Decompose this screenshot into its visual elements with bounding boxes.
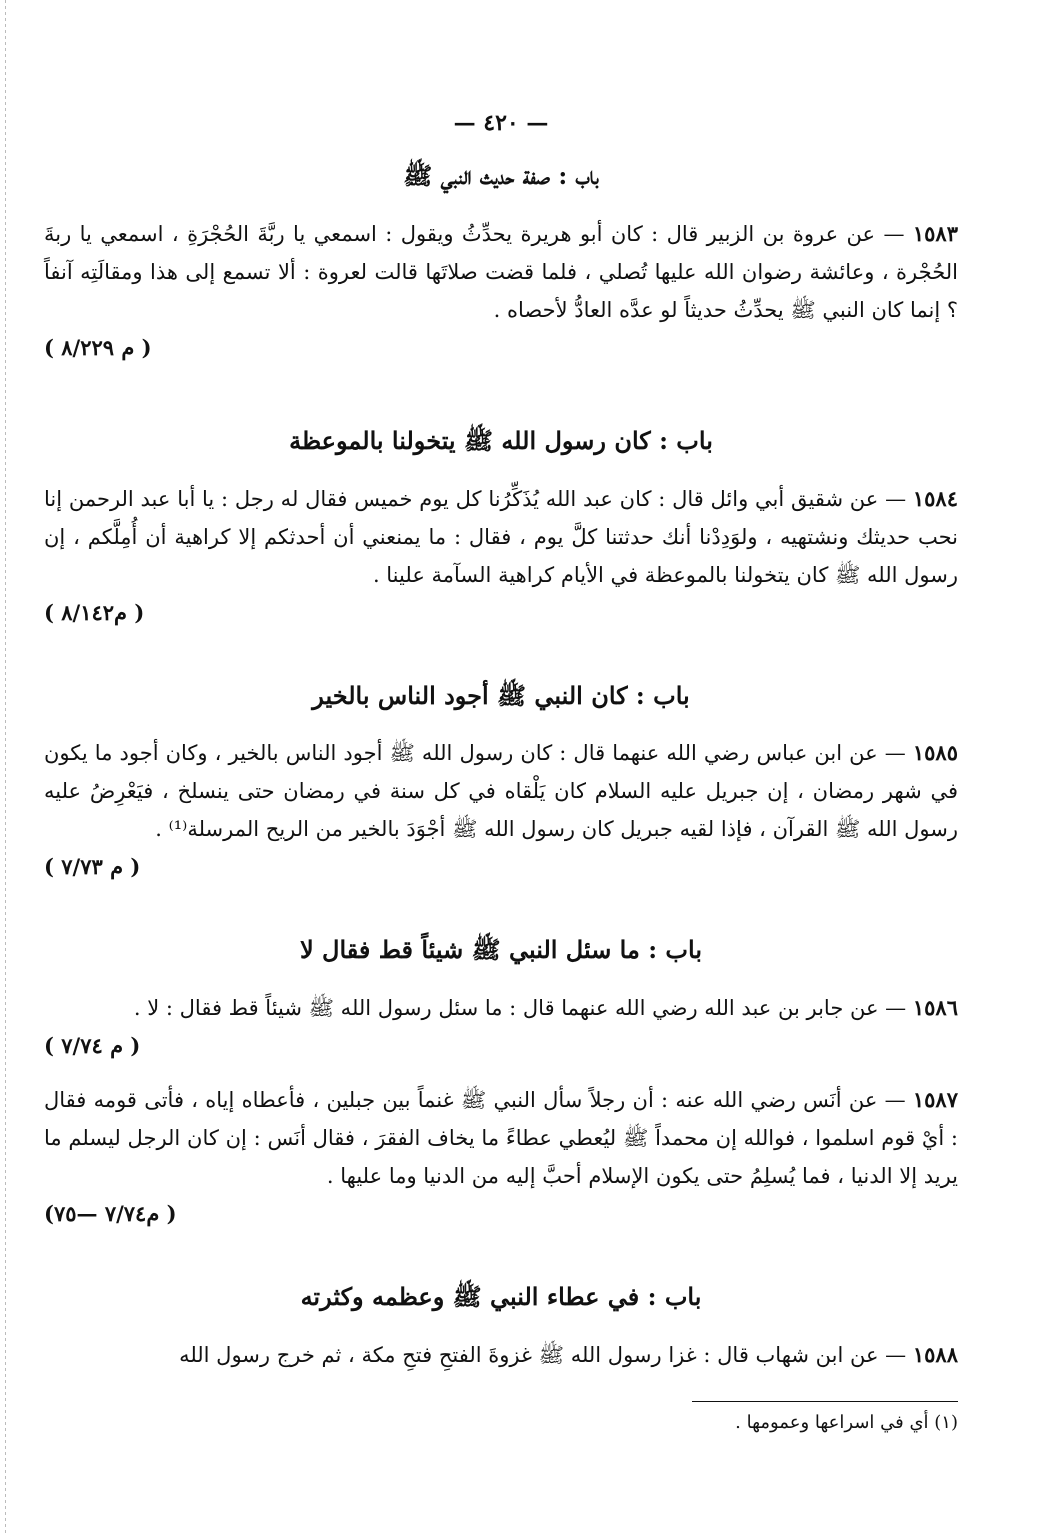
hadith-paragraph — [44, 734, 958, 886]
chapter — [44, 1283, 958, 1374]
hadith-text: — عن جابر بن عبد الله رضي الله عنهما قال : ما سئل رسول الله ﷺ شيئاً قط فقال : لا . — [133, 996, 907, 1021]
hadith-number: ١٥٨٧ — [912, 1087, 958, 1113]
hadith-paragraph — [44, 1081, 958, 1233]
chapter — [44, 162, 958, 367]
chapter-title: باب : في عطاء النبي ﷺ وعظمه وكثرته — [300, 1282, 702, 1312]
footnote-divider — [692, 1401, 958, 1402]
hadith-text: — عن عروة بن الزبير قال : كان أبو هريرة يحدِّثُ ويقول : اسمعي يا ربَّةَ الحُجْرَةِ ، اسمعي يا ربةَ الحُجْرة ، وعائشة رضوان الله عليها تُصلي ، فلما قضت صلاتَها قالت لعروة : ألا تسمع إلى هذا ومقالَتِه آنفاً ؟ إنما كان النبي ﷺ يحدِّثُ حديثاً لو عدَّه العادُّ لأحصاه . — [44, 221, 958, 322]
chapter-title: باب : صفة حديث النبي ﷺ — [403, 161, 599, 190]
footnote: (١) أي في اسراعها وعمومها . — [735, 1412, 958, 1433]
hadith-text: — عن ابن شهاب قال : غزا رسول الله ﷺ غزوةَ الفتحِ فتحِ مكة ، ثم خرج رسول الله — [179, 1342, 907, 1367]
chapter — [44, 936, 958, 1233]
hadith-text: — عن شقيق أبي وائل قال : كان عبد الله يُذَكِّرُنا كل يوم خميس فقال له رجل : يا أبا عبد الرحمن إنا نحب حديثك ونشتهيه ، ولوَدِدْنا أنك حدثتنا كلَّ يوم ، فقال : ما يمنعني أن أحدثكم إلا كراهية أن أُمِلَّكم ، إن رسول الله ﷺ كان يتخولنا بالموعظة في الأيام كراهية السآمة علينا . — [44, 486, 958, 587]
margin-dotted-line — [5, 0, 6, 1534]
chapter — [44, 682, 958, 887]
hadith-number: ١٥٨٥ — [912, 740, 958, 766]
hadith-text: — عن ابن عباس رضي الله عنهما قال : كان رسول الله ﷺ أجود الناس بالخير ، وكان أجود ما يكون في شهر رمضان ، إن جبريل عليه السلام كان يَلْقاه في كل سنة في رمضان حتى ينسلخ ، فيَعْرِضُ عليه رسول الله ﷺ القرآن ، فإذا لقيه جبريل كان رسول الله ﷺ أجْوَدَ بالخير من الريح المرسلة⁽¹⁾ . — [44, 741, 958, 842]
hadith-number: ١٥٨٣ — [912, 220, 958, 246]
hadith-reference: ( م ٧/٧٤ ) — [44, 1033, 141, 1059]
hadith-paragraph — [44, 989, 958, 1065]
hadith-number: ١٥٨٦ — [912, 995, 958, 1021]
hadith-reference: ( م٧/٧٤ —٧٥) — [44, 1201, 177, 1227]
hadith-text: — عن أنَس رضي الله عنه : أن رجلاً سأل النبي ﷺ غنماً بين جبلين ، فأعطاه إياه ، فأتى قومه فقال : أيْ قوم اسلموا ، فوالله إن محمداً ﷺ ليُعطي عطاءً ما يخاف الفقرَ ، فقال أنَس : إن كان الرجل ليسلم ما يريد إلا الدنيا ، فما يُسلِمُ حتى يكون الإسلام أحبَّ إليه من الدنيا وما عليها . — [44, 1088, 959, 1189]
hadith-number: ١٥٨٤ — [912, 485, 958, 511]
chapter-title: باب : كان رسول الله ﷺ يتخولنا بالموعظة — [289, 425, 713, 455]
page-number: — ٤٢٠ — — [453, 110, 549, 136]
chapter-title: باب : كان النبي ﷺ أجود الناس بالخير — [312, 680, 690, 710]
hadith-paragraph — [44, 215, 958, 367]
hadith-reference: ( م ٧/٧٣ ) — [44, 854, 141, 880]
hadith-paragraph — [44, 480, 958, 632]
book-page — [44, 110, 958, 1390]
hadith-number: ١٥٨٨ — [912, 1341, 958, 1367]
chapter-title: باب : ما سئل النبي ﷺ شيئاً قط فقال لا — [299, 935, 702, 965]
hadith-paragraph — [44, 1336, 958, 1374]
hadith-reference: ( م٨/١٤٢ ) — [44, 599, 145, 625]
chapter — [44, 427, 958, 632]
hadith-reference: ( م ٨/٢٢٩ ) — [44, 334, 152, 360]
